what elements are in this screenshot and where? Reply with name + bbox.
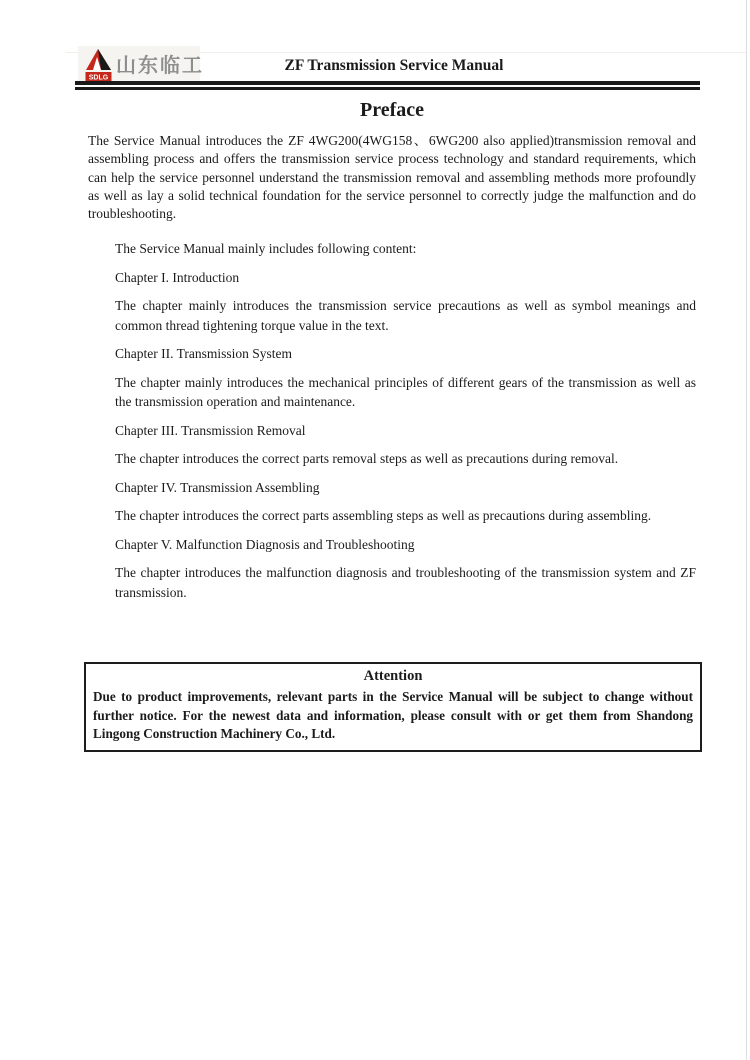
chapter-3-description: The chapter introduces the correct parts removal steps as well as precautions during removal.: [115, 451, 619, 467]
chapter-3-title: Chapter III. Transmission Removal: [115, 422, 306, 438]
chapter-2-description: The chapter mainly introduces the mechanical principles of different gears of the transmission as well as the transmission operation and maintenance.: [115, 374, 696, 410]
attention-box: [84, 662, 702, 752]
chapter-4-description: The chapter introduces the correct parts assembling steps as well as precautions during assembling.: [115, 508, 652, 524]
intro-paragraph: The Service Manual introduces the ZF 4WG200(4WG158、6WG200 also applied)transmission removal and assembling process and offers the transmission service process technology and standard requirements, which can help the service personnel understand the transmission removal and assembling methods more profoundly as well as lay a solid technical foundation for the service personnel to correctly judge the malfunction and do troubleshooting.: [88, 133, 696, 222]
attention-body: Due to product improvements, relevant parts in the Service Manual will be subject to change without further notice. For the newest data and information, please consult with or get them from Shandong Lingong Construction Machinery Co., Ltd.: [93, 689, 693, 741]
sdlg-acronym-label: SDLG: [88, 74, 109, 82]
brand-chinese-name: 山东临工: [116, 54, 204, 77]
page-content: [88, 97, 696, 611]
header-double-rule: [75, 81, 700, 90]
chapter-list: [115, 239, 696, 602]
page-title: Preface: [359, 99, 425, 121]
scan-edge-line: [746, 0, 747, 1060]
chapter-1-description: The chapter mainly introduces the transmission service precautions as well as symbol meanings and common thread tightening torque value in the text.: [115, 298, 696, 333]
running-header-title: ZF Transmission Service Manual: [284, 57, 504, 74]
chapter-4-title: Chapter IV. Transmission Assembling: [115, 479, 320, 495]
chapter-5-title: Chapter V. Malfunction Diagnosis and Troubleshooting: [115, 536, 415, 552]
attention-title: Attention: [363, 668, 423, 684]
contents-intro-line: The Service Manual mainly includes following content:: [115, 241, 417, 257]
chapter-5-description: The chapter introduces the malfunction diagnosis and troubleshooting of the transmission system and ZF transmission.: [115, 565, 696, 600]
chapter-1-title: Chapter I. Introduction: [115, 269, 240, 285]
chapter-2-title: Chapter II. Transmission System: [115, 346, 293, 362]
